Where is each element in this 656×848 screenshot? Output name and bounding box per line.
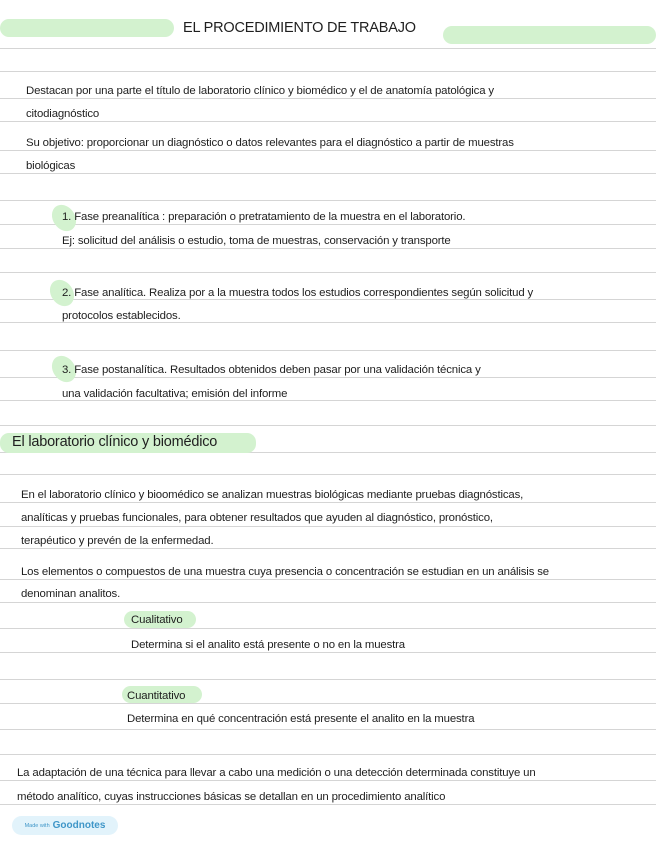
section-heading: El laboratorio clínico y biomédico bbox=[12, 434, 218, 450]
intro-paragraph-2-line-1: Su objetivo: proporcionar un diagnóstico o datos relevantes para el diagnóstico a partir de muestras bbox=[26, 137, 514, 149]
intro-paragraph-2-line-2: biológicas bbox=[26, 160, 76, 172]
intro-paragraph-1-line-1: Destacan por una parte el título de laboratorio clínico y biomédico y el de anatomía patológica y bbox=[26, 85, 494, 97]
phase-2-line-2: protocolos establecidos. bbox=[62, 310, 181, 322]
section-paragraph-1-line-2: analíticas y pruebas funcionales, para obtener resultados que ayuden al diagnóstico, pronóstico, bbox=[21, 512, 493, 524]
title-highlight-right bbox=[443, 26, 656, 44]
closing-line-2: método analítico, cuyas instrucciones básicas se detallan en un procedimiento analítico bbox=[17, 791, 446, 803]
badge-prefix: Made with bbox=[24, 822, 50, 829]
qualitative-description: Determina si el analito está presente o no en la muestra bbox=[131, 639, 405, 651]
section-paragraph-1-line-3: terapéutico y prevén de la enfermedad. bbox=[21, 535, 214, 547]
phase-2-line-1: 2. Fase analítica. Realiza por a la muestra todos los estudios correspondientes según solicitud y bbox=[62, 287, 534, 299]
quantitative-description: Determina en qué concentración está presente el analito en la muestra bbox=[127, 713, 475, 725]
qualitative-label: Cualitativo bbox=[131, 614, 183, 626]
badge-brand: Goodnotes bbox=[52, 820, 106, 831]
phase-1-line-1: 1. Fase preanalítica : preparación o pretratamiento de la muestra en el laboratorio. bbox=[62, 211, 466, 223]
section-paragraph-2-line-2: denominan analitos. bbox=[21, 588, 121, 600]
title-highlight-left bbox=[0, 19, 174, 37]
closing-line-1: La adaptación de una técnica para llevar a cabo una medición o una detección determinada constituye un bbox=[17, 767, 536, 779]
section-paragraph-2-line-1: Los elementos o compuestos de una muestra cuya presencia o concentración se estudian en un análisis se bbox=[21, 566, 549, 578]
intro-paragraph-1-line-2: citodiagnóstico bbox=[26, 108, 100, 120]
phase-3-line-2: una validación facultativa; emisión del informe bbox=[62, 388, 288, 400]
section-paragraph-1-line-1: En el laboratorio clínico y bioomédico se analizan muestras biológicas mediante pruebas diagnósticas, bbox=[21, 489, 524, 501]
quantitative-label: Cuantitativo bbox=[127, 690, 186, 702]
phase-3-line-1: 3. Fase postanalítica. Resultados obtenidos deben pasar por una validación técnica y bbox=[62, 364, 481, 376]
made-with-goodnotes-badge[interactable] bbox=[12, 816, 118, 835]
page-title: EL PROCEDIMIENTO DE TRABAJO bbox=[183, 20, 416, 36]
phase-1-line-2: Ej: solicitud del análisis o estudio, toma de muestras, conservación y transporte bbox=[62, 235, 451, 247]
